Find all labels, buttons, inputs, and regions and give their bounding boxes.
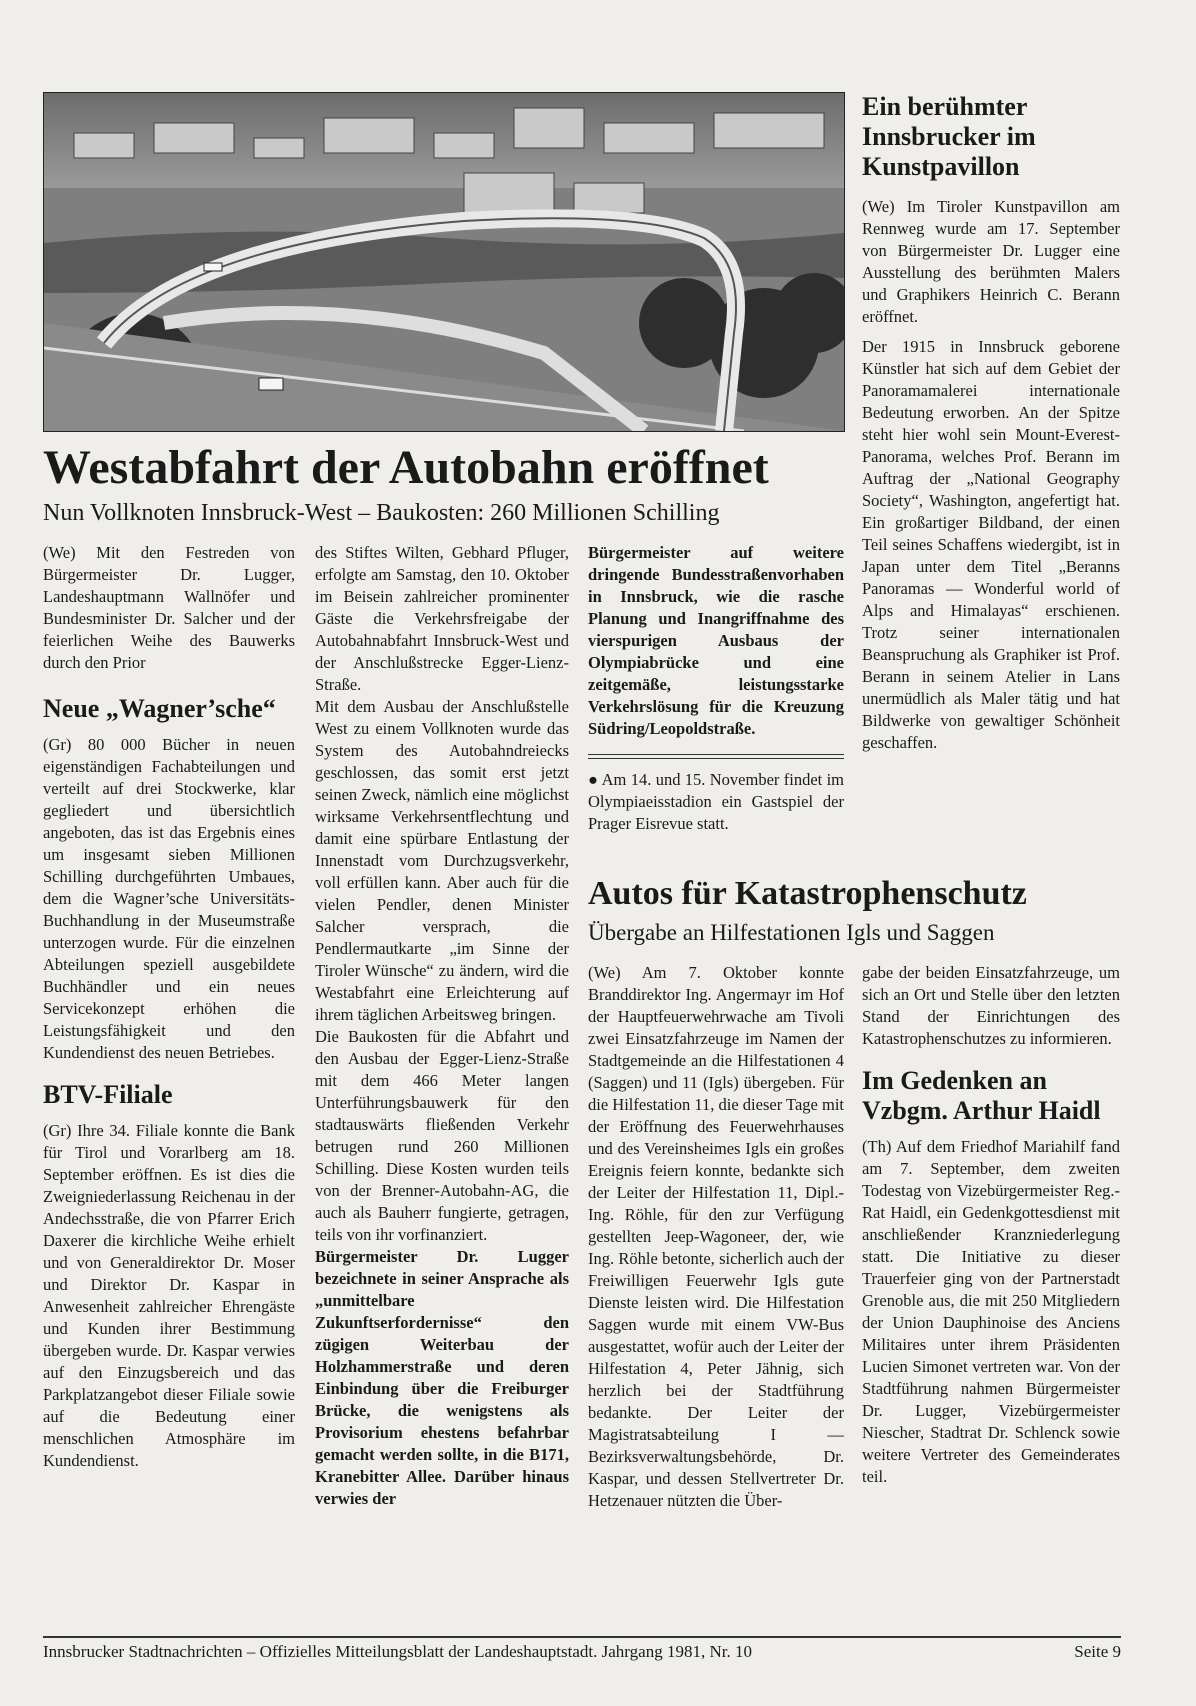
column-1 (43, 542, 295, 1472)
main-article-p2: Mit dem Ausbau der Anschlußstelle West zu einem Vollknoten wurde das System des Autobahndreiecks geschlossen, das somit erst jetzt seinen Zweck, nämlich eine möglichst wirksame Verkehrsentflechtung und damit eine spürbare Entlastung der Innenstadt vom Durchzugsverkehr, voll erfüllen kann. Aber auch für die vielen Pendler, denen Minister Salcher versprach, die Pendlermautkarte „im Sinne der Tiroler Wünsche“ zu ändern, wird die Westabfahrt eine Erleichterung auf ihrem täglichen Arbeitsweg bringen. (315, 697, 569, 1024)
main-headline: Westabfahrt der Autobahn eröffnet (43, 441, 769, 494)
column-4 (862, 92, 1120, 754)
double-rule (588, 754, 844, 759)
autos-subheadline: Übergabe an Hilfestationen Igls und Saggen (588, 920, 995, 945)
main-article-quote: Bürgermeister Dr. Lugger bezeichnete in seiner Ansprache als „unmittelbare Zukunftserfordernisse“ den zügigen Weiterbau der Holzhammerstraße und deren Einbindung über die Freiburger Brücke, die wenigstens als Provisorium ehestens befahrbar gemacht werden sollte, in die B171, Kranebitter Allee. Darüber hinaus verwies der (315, 1247, 569, 1508)
autos-column-1 (588, 962, 844, 1512)
article-photo (43, 92, 845, 432)
eisrevue-notice: ● Am 14. und 15. November findet im Olympiaeisstadion ein Gastspiel der Prager Eisrevue statt. (588, 770, 844, 833)
autos-text-end: gabe der beiden Einsatzfahrzeuge, um sich an Ort und Stelle über den letzten Stand der Einrichtungen des Katastrophenschutzes zu informieren. (862, 963, 1120, 1048)
footer-publication: Innsbrucker Stadtnachrichten – Offizielles Mitteilungsblatt der Landeshauptstadt. Jahrgang 1981, Nr. 10 (43, 1642, 752, 1661)
berann-p2: Der 1915 in Innsbruck geborene Künstler hat sich auf dem Gebiet der Panoramamalerei internationale Bedeutung erworben. An der Spitze steht hier wohl sein Mount-Everest-Panorama, welches Prof. Berann im Auftrag der „National Geography Society“, Washington, angefertigt hat. Ein großartiger Bildband, der einen Teil seines Schaffens wiedergibt, ist in Japan unter dem Titel „Beranns Panoramas — Wonderful world of Alps and Himalayas“ erschienen. Trotz seiner internationalen Beanspruchung als Graphiker ist Prof. Berann in seinem Atelier in Lans unermüdlich als Maler tätig und hat Bildwerke von gewaltiger Schönheit geschaffen. (862, 337, 1120, 752)
main-article-p3: Die Baukosten für die Abfahrt und den Ausbau der Egger-Lienz-Straße mit dem 466 Meter langen Unterführungsbauwerk für den stadtauswärts fließenden Verkehr betrugen rund 260 Millionen Schilling. Diese Kosten wurden teils von der Brenner-Autobahn-AG, die auch als Bauherr fungierte, getragen, teils von ihr vorfinanziert. (315, 1027, 569, 1244)
btv-headline: BTV-Filiale (43, 1080, 173, 1109)
wagner-text: (Gr) 80 000 Bücher in neuen eigenständigen Fachabteilungen und verteilt auf drei Stockwerke, klar gegliedert und übersichtlich angeboten, das ist das Ergebnis eines um insgesamt sieben Millionen Schilling durchgeführten Umbaues, dem die Wagner’sche Universitäts-Buchhandlung in der Museumstraße unterzogen wurde. Für die einzelnen Abteilungen speziell ausgebildete Buchhändler und ein neues Servicekonzept erhöhen die Leistungsfähigkeit und den Kundendienst des neuen Betriebes. (43, 735, 295, 1062)
berann-p1: (We) Im Tiroler Kunstpavillon am Rennweg wurde am 17. September von Bürgermeister Dr. Lugger eine Ausstellung des berühmten Malers und Graphikers Heinrich C. Berann eröffnet. (862, 197, 1120, 326)
btv-text: (Gr) Ihre 34. Filiale konnte die Bank für Tirol und Vorarlberg am 18. September eröffnen. Es ist dies die Zweigniederlassung Reichenau in der Andechsstraße, die von Pfarrer Erich Daxerer die kirchliche Weihe erhielt und von Generaldirektor Dr. Moser und Direktor Dr. Kaspar in Anwesenheit zahlreicher Ehrengäste und Kunden ihrer Bestimmung übergeben wurde. Dr. Kaspar verwies auf den Einzugsbereich und das Parkplatzangebot dieser Filiale sowie auf die Bedeutung einer menschlichen Atmosphäre im Kundendienst. (43, 1121, 295, 1470)
haidl-text: (Th) Auf dem Friedhof Mariahilf fand am 7. September, dem zweiten Todestag von Vizebürgermeister Reg.-Rat Haidl, ein Gedenkgottesdienst mit anschließender Kranzniederlegung statt. Die Initiative zu dieser Trauerfeier ging von der Partnerstadt Grenoble aus, die mit 250 Mitgliedern der Union Dauphinoise des Anciens Militaires unter ihrem Präsidenten Lucien Simonet vertreten war. Von der Stadtführung nahmen Bürgermeister Dr. Lugger, Vizebürgermeister Niescher, Stadtrat Dr. Schlenck sowie weitere Vertreter des Gemeinderates teil. (862, 1137, 1120, 1486)
wagner-headline: Neue „Wagner’sche“ (43, 694, 276, 723)
main-article-intro: (We) Mit den Festreden von Bürgermeister Dr. Lugger, Landeshauptmann Wallnöfer und Bundesminister Dr. Salcher und der feierlichen Weihe des Bauwerks durch den Prior (43, 543, 295, 672)
main-article-p1: des Stiftes Wilten, Gebhard Pfluger, erfolgte am Samstag, den 10. Oktober im Beisein zahlreicher prominenter Gäste die Verkehrsfreigabe der Autobahnabfahrt Innsbruck-West und der Anschlußstrecke Egger-Lienz-Straße. (315, 543, 569, 694)
autos-column-2 (862, 962, 1120, 1488)
autos-text: (We) Am 7. Oktober konnte Branddirektor Ing. Angermayr im Hof der Hauptfeuerwehrwache am Tivoli zwei Einsatzfahrzeuge im Namen der Stadtgemeinde an die Hilfestationen 4 (Saggen) und 11 (Igls) übergeben. Für die Hilfestation 11, die dieser Tage mit der Eröffnung des Feuerwehrhauses und des Vereinsheimes Igls ein großes Ereignis feiern konnte, bedankte sich der Leiter der Hilfestation 11, Dipl.-Ing. Röhle, für den zur Verfügung gestellten Jeep-Wagoneer, der, wie Ing. Röhle betonte, sicherlich auch der Freiwilligen Feuerwehr Igls gute Dienste leisten wird. Die Hilfestation Saggen wurde mit einem VW-Bus ausgestattet, wofür auch der Leiter der Hilfestation 4, Peter Jähnig, sich herzlich bei der Stadtführung bedankte. Der Leiter der Magistratsabteilung I — Bezirksverwaltungsbehörde, Dr. Kaspar, und dessen Stellvertreter Dr. Hetzenauer nützten die Über- (588, 963, 844, 1510)
page-footer (43, 1636, 1121, 1662)
autos-headline: Autos für Katastrophenschutz (588, 875, 1027, 912)
main-article-continuation: Bürgermeister auf weitere dringende Bundesstraßenvorhaben in Innsbruck, wie die rasche Planung und Inangriffnahme des vierspurigen Ausbaus der Olympiabrücke und eine zeitgemäße, leistungsstarke Verkehrslösung für die Kreuzung Südring/Leopoldstraße. (588, 543, 844, 738)
column-3 (588, 542, 844, 835)
highway-interchange-photo (44, 93, 844, 431)
main-subheadline: Nun Vollknoten Innsbruck-West – Baukosten: 260 Millionen Schilling (43, 500, 720, 526)
column-2 (315, 542, 569, 1510)
page-number: Seite 9 (1074, 1642, 1121, 1661)
haidl-headline: Im Gedenken an Vzbgm. Arthur Haidl (862, 1066, 1101, 1125)
berann-headline: Ein berühmter Innsbrucker im Kunstpavillon (862, 92, 1036, 181)
